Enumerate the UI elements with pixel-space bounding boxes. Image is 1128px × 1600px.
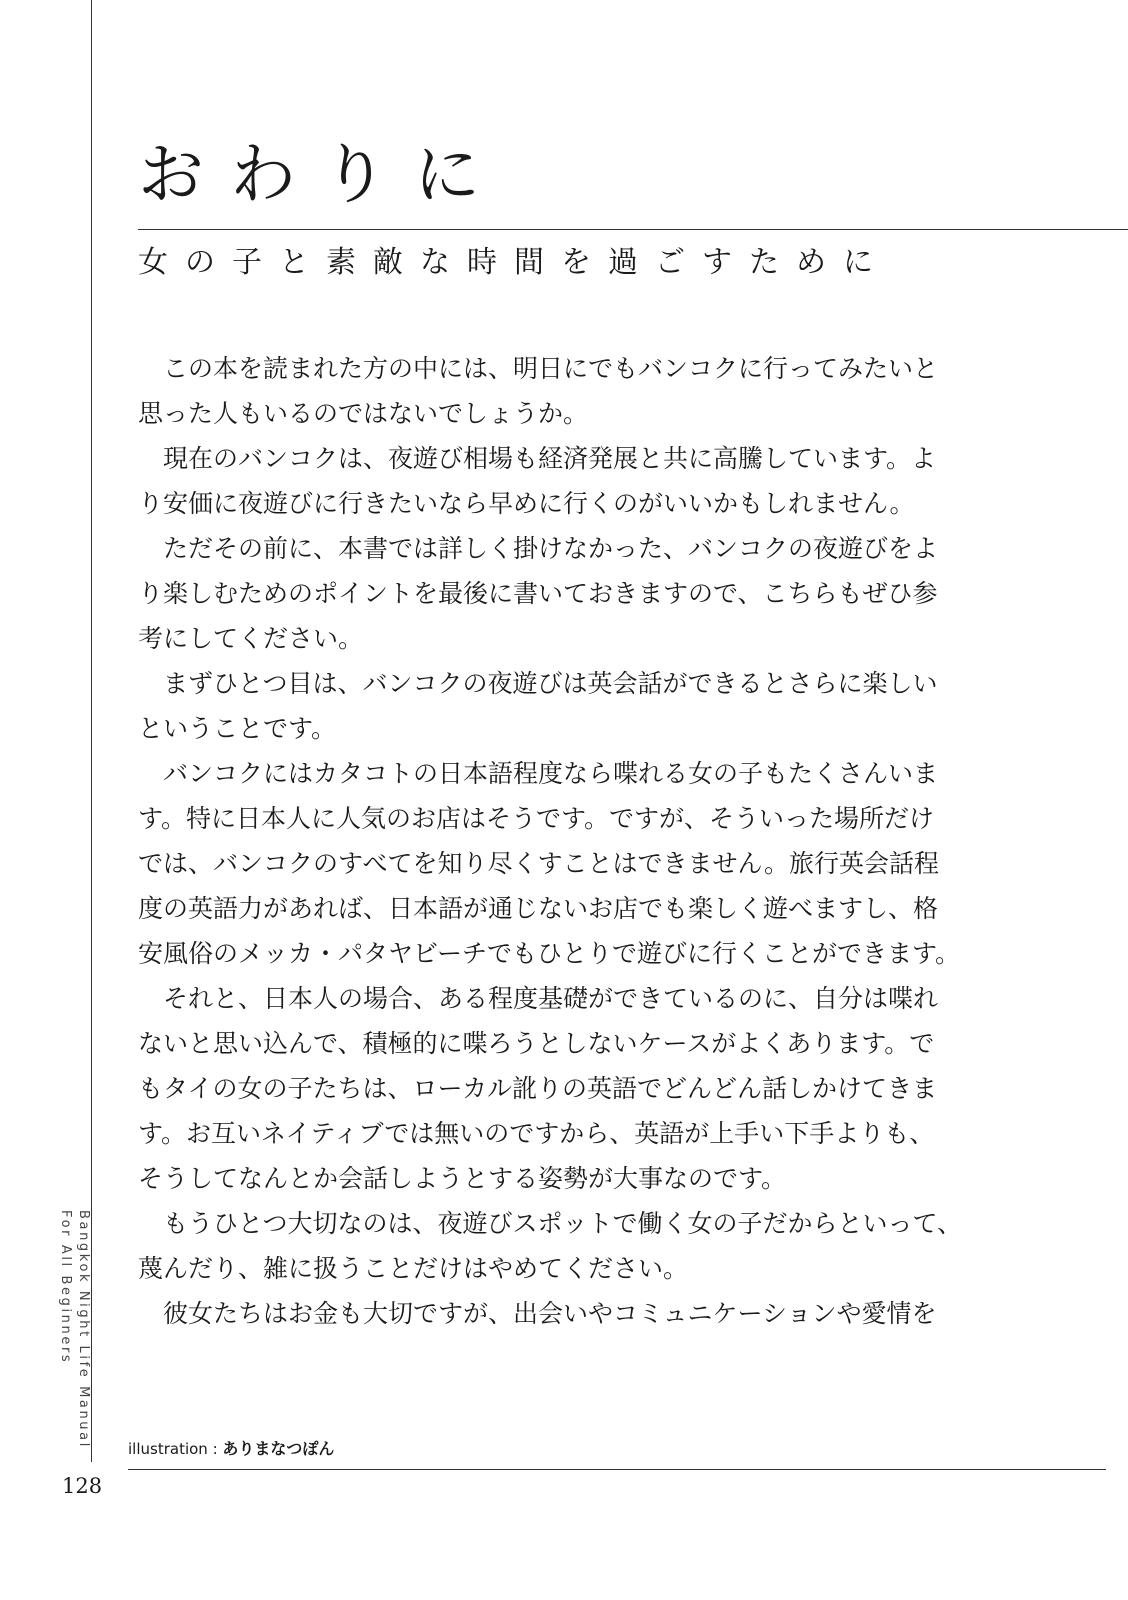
credit-label: illustration : — [128, 1440, 223, 1458]
running-title — [52, 1210, 92, 1450]
page-number: 128 — [62, 1474, 103, 1498]
body-line: 蔑んだり、雑に扱うことだけはやめてください。 — [138, 1254, 689, 1283]
chapter-title: おわりに — [138, 136, 506, 213]
body-line: もタイの女の子たちは、ローカル訛りの英語でどんどん話しかけてきま — [138, 1074, 938, 1103]
body-line: す。特に日本人に人気のお店はそうです。ですが、そういった場所だけ — [138, 804, 935, 833]
body-line: この本を読まれた方の中には、明日にでもバンコクに行ってみたいと — [163, 354, 939, 383]
body-line: もうひとつ大切なのは、夜遊びスポットで働く女の子だからといって、 — [163, 1209, 963, 1238]
body-line: す。お互いネイティブでは無いのですから、英語が上手い下手よりも、 — [138, 1119, 935, 1148]
body-line: では、バンコクのすべてを知り尽くすことはできません。旅行英会話程 — [138, 849, 940, 878]
body-line: 安風俗のメッカ・パタヤビーチでもひとりで遊びに行くことができます。 — [138, 939, 961, 968]
body-line: ただその前に、本書では詳しく掛けなかった、バンコクの夜遊びをよ — [163, 534, 939, 563]
body-text — [138, 346, 983, 1336]
body-line: り楽しむためのポイントを最後に書いておきますので、こちらもぜひ参 — [138, 579, 938, 608]
body-line: それと、日本人の場合、ある程度基礎ができているのに、自分は喋れ — [163, 984, 939, 1013]
body-line: ということです。 — [138, 714, 337, 743]
footer-divider — [128, 1469, 1106, 1470]
title-divider — [138, 229, 1128, 230]
credit-name: ありまなつぽん — [222, 1439, 335, 1458]
body-line: ないと思い込んで、積極的に喋ろうとしないケースがよくあります。で — [138, 1029, 935, 1058]
body-line: そうしてなんとか会話しようとする姿勢が大事なのです。 — [138, 1164, 787, 1193]
body-line: 思った人もいるのではないでしょうか。 — [138, 399, 589, 428]
running-title-line2: For All Beginners — [58, 1210, 73, 1365]
body-line: り安価に夜遊びに行きたいなら早めに行くのがいいかもしれません。 — [138, 489, 915, 518]
running-title-line1: Bangkok Night Life Manual — [76, 1210, 91, 1449]
body-line: バンコクにはカタコトの日本語程度なら喋れる女の子もたくさんいま — [163, 759, 939, 788]
chapter-subtitle: 女の子と素敵な時間を過ごすために — [138, 245, 890, 280]
body-line: まずひとつ目は、バンコクの夜遊びは英会話ができるとさらに楽しい — [163, 669, 938, 698]
body-line: 考にしてください。 — [138, 624, 364, 653]
body-line: 度の英語力があれば、日本語が通じないお店でも楽しく遊べますし、格 — [138, 894, 939, 923]
body-line: 現在のバンコクは、夜遊び相場も経済発展と共に高騰しています。よ — [163, 444, 937, 473]
body-line: 彼女たちはお金も大切ですが、出会いやコミュニケーションや愛情を — [163, 1299, 937, 1328]
illustration-credit — [128, 1436, 334, 1459]
